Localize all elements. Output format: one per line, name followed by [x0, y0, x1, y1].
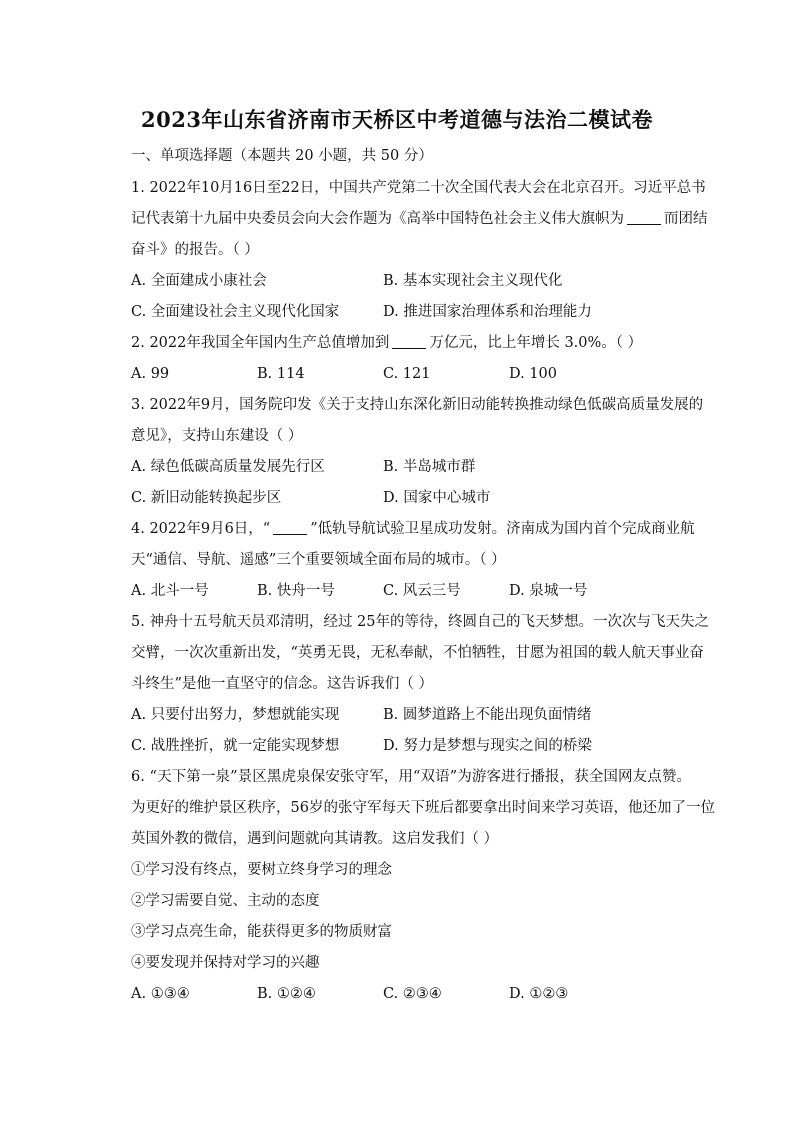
- q3-option-d: D. 国家中心城市: [383, 490, 491, 506]
- q6-option-b: B. ①②④: [257, 986, 316, 1002]
- q5-option-a: A. 只要付出努力，梦想就能实现: [131, 707, 340, 723]
- q3-line-2: 意见》，支持山东建设（ ）: [131, 428, 303, 444]
- q6-statement-3: ③学习点亮生命，能获得更多的物质财富: [131, 924, 392, 940]
- answer-blank: [273, 520, 307, 535]
- q5-option-c: C. 战胜挫折，就一定能实现梦想: [131, 738, 340, 754]
- q5-option-b: B. 圆梦道路上不能出现负面情绪: [383, 707, 592, 723]
- q1-option-b: B. 基本实现社会主义现代化: [383, 273, 563, 289]
- q2-option-a: A. 99: [131, 366, 170, 382]
- q6-statement-4: ④要发现并保持对学习的兴趣: [131, 955, 320, 971]
- q5-line-1: 5. 神舟十五号航天员邓清明，经过 25年的等待，终圆自己的飞天梦想。一次次与飞天失之: [131, 614, 709, 630]
- q5-line-3: 斗终生”是他一直坚守的信念。这告诉我们（ ）: [131, 676, 434, 692]
- q1-line-2: [131, 209, 708, 229]
- q4-line-1a: 4. 2022年9月6日，“: [131, 521, 271, 537]
- q1-line-2a: 记代表第十九届中央委员会向大会作题为《高举中国特色社会主义伟大旗帜为: [131, 211, 624, 227]
- q2-line-1a: 2. 2022年我国全年国内生产总值增加到: [131, 335, 390, 351]
- q6-line-3: 英国外教的微信，遇到问题就向其请教。这启发我们（ ）: [131, 831, 499, 847]
- page-title: 2023年山东省济南市天桥区中考道德与法治二模试卷: [141, 107, 653, 132]
- q4-option-a: A. 北斗一号: [131, 583, 209, 599]
- q4-option-d: D. 泉城一号: [509, 583, 588, 599]
- q1-line-3: 奋斗》的报告。（ ）: [131, 242, 259, 258]
- q1-option-a: A. 全面建成小康社会: [131, 273, 267, 289]
- q6-line-1: 6. “天下第一泉”景区黑虎泉保安张守军，用“双语”为游客进行播报，获全国网友点赞。: [131, 769, 691, 785]
- q2-line-1b: 万亿元，比上年增长 3.0%。（ ）: [429, 335, 643, 351]
- q3-option-c: C. 新旧动能转换起步区: [131, 490, 282, 506]
- q1-option-d: D. 推进国家治理体系和治理能力: [383, 304, 592, 320]
- q4-option-b: B. 快舟一号: [257, 583, 335, 599]
- q3-line-1: 3. 2022年9月，国务院印发《关于支持山东深化新旧动能转换推动绿色低碳高质量发展的: [131, 397, 704, 413]
- q2-line-1: [131, 333, 691, 353]
- q4-option-c: C. 风云三号: [383, 583, 461, 599]
- q5-option-d: D. 努力是梦想与现实之间的桥梁: [383, 738, 592, 754]
- answer-blank: [392, 334, 426, 349]
- q6-option-d: D. ①②③: [509, 986, 569, 1002]
- q5-line-2: 交臂，一次次重新出发，“英勇无畏，无私奉献，不怕牺牲，甘愿为祖国的载人航天事业奋: [131, 645, 704, 661]
- section-heading: 一、单项选择题（本题共 20 小题，共 50 分）: [131, 148, 433, 164]
- q6-line-2: 为更好的维护景区秩序，56岁的张守军每天下班后都要拿出时间来学习英语，他还加了一位: [131, 800, 715, 816]
- answer-blank: [627, 210, 661, 225]
- q6-option-c: C. ②③④: [383, 986, 442, 1002]
- q2-option-c: C. 121: [383, 366, 431, 382]
- q2-option-d: D. 100: [509, 366, 558, 382]
- q4-line-1: [131, 519, 695, 539]
- q4-line-1b: ”低轨导航试验卫星成功发射。济南成为国内首个完成商业航: [310, 521, 695, 537]
- q3-option-b: B. 半岛城市群: [383, 459, 476, 475]
- q6-statement-2: ②学习需要自觉、主动的态度: [131, 893, 320, 909]
- q2-option-b: B. 114: [257, 366, 305, 382]
- q4-line-2: 天“通信、导航、遥感”三个重要领域全面布局的城市。（ ）: [131, 552, 506, 568]
- q1-option-c: C. 全面建设社会主义现代化国家: [131, 304, 340, 320]
- q3-option-a: A. 绿色低碳高质量发展先行区: [131, 459, 325, 475]
- q1-line-1: 1. 2022年10月16日至22日，中国共产党第二十次全国代表大会在北京召开。习近平总书: [131, 180, 706, 196]
- q1-line-2b: 而团结: [664, 211, 708, 227]
- q6-option-a: A. ①③④: [131, 986, 190, 1002]
- q6-statement-1: ①学习没有终点，要树立终身学习的理念: [131, 862, 392, 878]
